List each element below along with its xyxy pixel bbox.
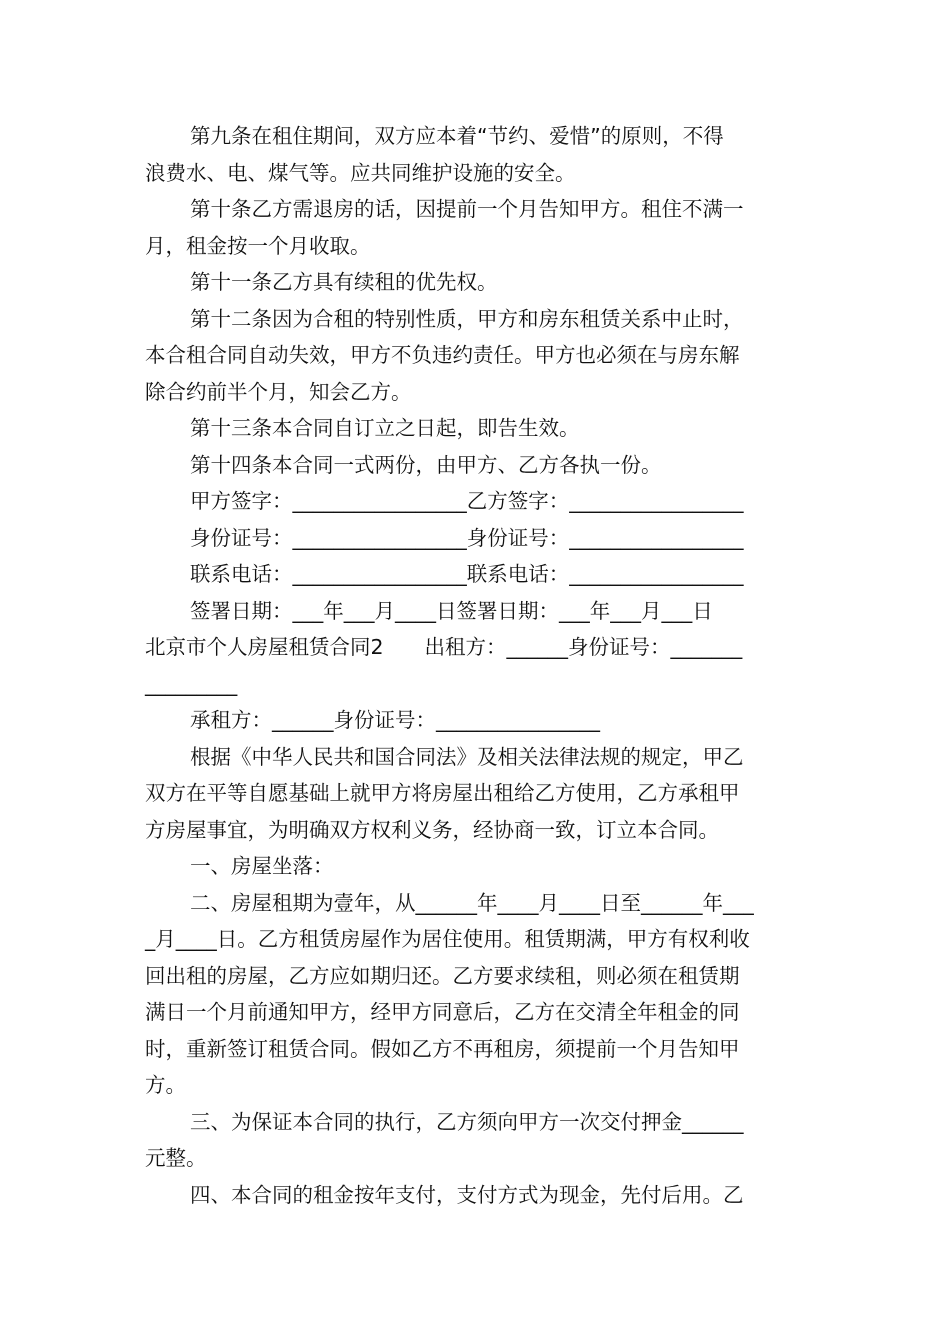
contract-title-line: 北京市个人房屋租赁合同2 出租方：______身份证号：_______ — [145, 635, 743, 659]
tenant-line: 承租方：______身份证号：________________ — [190, 708, 600, 732]
text-line: 本合租合同自动失效，甲方不负违约责任。甲方也必须在与房东解 — [145, 343, 740, 367]
text-line: 元整。 — [145, 1146, 207, 1170]
text-line: 满日一个月前通知甲方，经甲方同意后，乙方在交清全年租金的同 — [145, 1000, 740, 1024]
text-line: 方房屋事宜，为明确双方权利义务，经协商一致，订立本合同。 — [145, 817, 719, 842]
text-line: 方。 — [145, 1073, 186, 1097]
text-line: 根据《中华人民共和国合同法》及相关法律法规的规定，甲乙 — [190, 744, 744, 769]
text-line: 四、本合同的租金按年支付，支付方式为现金，先付后用。乙 — [190, 1182, 744, 1207]
sign-date-line: 签署日期：___年___月____日签署日期：___年___月___日 — [190, 598, 713, 623]
text-line: 第十二条因为合租的特别性质，甲方和房东租赁关系中止时， — [190, 306, 744, 331]
text-line: _月____日。乙方租赁房屋作为居住使用。租赁期满，甲方有权利收 — [145, 927, 750, 951]
text-line: 双方在平等自愿基础上就甲方将房屋出租给乙方使用，乙方承租甲 — [145, 781, 740, 805]
text-line: 除合约前半个月，知会乙方。 — [145, 379, 412, 404]
text-line: 月，租金按一个月收取。 — [145, 233, 371, 258]
signature-line: 甲方签字：_________________乙方签字：_________________ — [190, 489, 744, 513]
text-line: 第十三条本合同自订立之日起，即告生效。 — [190, 416, 580, 440]
text-line: 二、房屋租期为壹年，从______年____月____日至______年___ — [190, 890, 754, 915]
text-line: 回出租的房屋，乙方应如期归还。乙方要求续租，则必须在租赁期 — [145, 963, 740, 988]
text-line: 第九条在租住期间，双方应本着“节约、爱惜”的原则，不得 — [190, 124, 724, 148]
text-line: 第十四条本合同一式两份，由甲方、乙方各执一份。 — [190, 452, 662, 477]
document-body — [145, 118, 810, 1213]
text-line: 三、为保证本合同的执行，乙方须向甲方一次交付押金______ — [190, 1109, 744, 1134]
text-line: 浪费水、电、煤气等。应共同维护设施的安全。 — [145, 160, 576, 185]
text-line: 第十条乙方需退房的话，因提前一个月告知甲方。租住不满一 — [190, 197, 744, 221]
text-line: 时，重新签订租赁合同。假如乙方不再租房，须提前一个月告知甲 — [145, 1036, 740, 1061]
phone-line: 联系电话：_________________联系电话：_________________ — [190, 562, 744, 586]
text-line: 一、房屋坐落： — [190, 854, 334, 878]
text-line: _________ — [145, 671, 238, 696]
text-line: 第十一条乙方具有续租的优先权。 — [190, 270, 498, 294]
id-number-line: 身份证号：_________________身份证号：_________________ — [190, 525, 744, 550]
